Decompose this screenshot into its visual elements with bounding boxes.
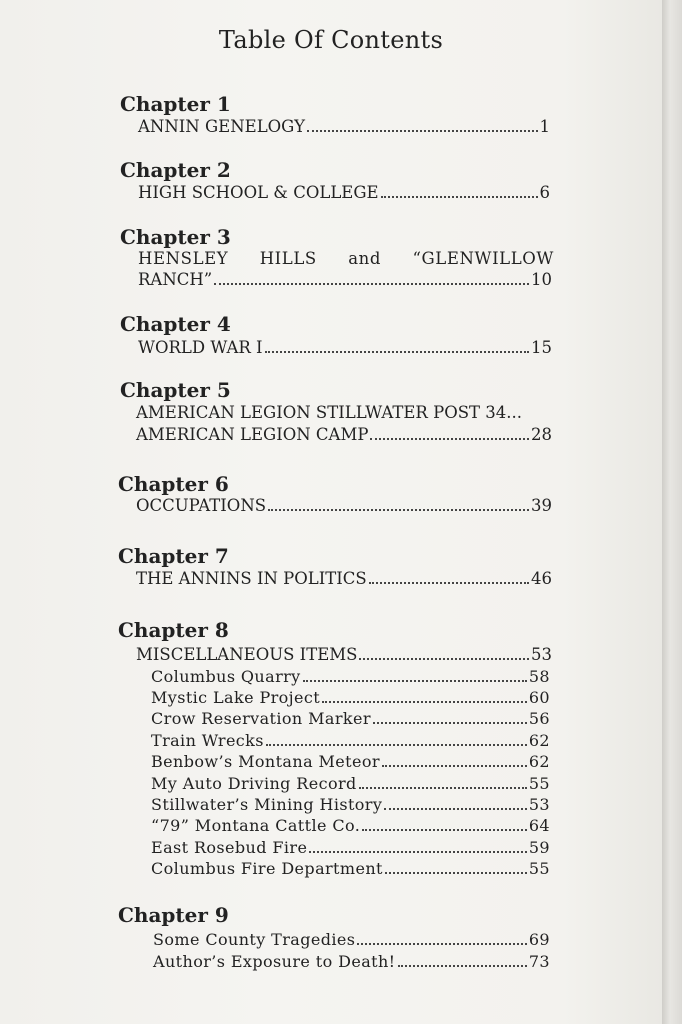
- entry-title: Author’s Exposure to Death!: [153, 952, 396, 971]
- chapter-2-heading: Chapter 2: [120, 158, 231, 182]
- chapter-9-heading: Chapter 9: [118, 903, 229, 927]
- chapter-3-heading: Chapter 3: [120, 225, 231, 249]
- toc-subentry[interactable]: [153, 930, 550, 949]
- toc-subentry[interactable]: [151, 816, 550, 835]
- entry-page: 69: [528, 930, 550, 949]
- entry-title: Mystic Lake Project: [151, 688, 321, 707]
- entry-word: HENSLEY: [138, 249, 229, 268]
- toc-subentry[interactable]: [151, 688, 550, 707]
- entry-page: 53: [528, 795, 550, 814]
- entry-title: AMERICAN LEGION CAMP: [136, 425, 369, 444]
- entry-title: OCCUPATIONS: [136, 496, 267, 515]
- entry-title: Benbow’s Montana Meteor: [151, 752, 380, 771]
- dot-leader: [384, 808, 527, 810]
- entry-title: East Rosebud Fire: [151, 838, 308, 857]
- entry-page: 15: [531, 338, 552, 357]
- entry-page: 55: [528, 774, 550, 793]
- toc-entry[interactable]: [136, 403, 556, 422]
- entry-title: Columbus Fire Department: [151, 859, 383, 878]
- toc-entry[interactable]: [138, 338, 552, 357]
- toc-subentry[interactable]: [151, 731, 550, 750]
- entry-title: ANNIN GENELOGY: [138, 117, 305, 136]
- entry-page: 10: [531, 270, 552, 289]
- dot-leader: [398, 965, 527, 967]
- toc-subentry[interactable]: [151, 774, 550, 793]
- entry-title: Columbus Quarry: [151, 667, 301, 686]
- entry-title: Stillwater’s Mining History: [151, 795, 383, 814]
- entry-title: MISCELLANEOUS ITEMS: [136, 645, 358, 664]
- toc-entry[interactable]: [136, 569, 552, 588]
- dot-leader: [214, 283, 529, 285]
- entry-page: 55: [528, 859, 550, 878]
- dot-leader: [385, 872, 527, 874]
- entry-page: 46: [531, 569, 552, 588]
- dot-leader: [268, 509, 529, 511]
- entry-page: 6: [539, 183, 550, 202]
- entry-title: My Auto Driving Record: [151, 774, 357, 793]
- entry-title: Some County Tragedies: [153, 930, 356, 949]
- toc-entry[interactable]: [136, 425, 552, 444]
- dot-leader: [322, 701, 527, 703]
- dot-leader: [369, 582, 529, 584]
- chapter-6-heading: Chapter 6: [118, 472, 229, 496]
- entry-page: 58: [528, 667, 550, 686]
- entry-page: 62: [528, 752, 550, 771]
- entry-page: 73: [528, 952, 550, 971]
- toc-entry-line: [138, 249, 554, 268]
- entry-page: 53: [531, 645, 552, 664]
- toc-entry[interactable]: [136, 496, 552, 515]
- toc-entry[interactable]: [138, 183, 550, 202]
- dot-leader: [265, 351, 529, 353]
- dot-leader: [307, 130, 538, 132]
- dot-leader: [357, 943, 526, 945]
- dot-leader: [266, 744, 527, 746]
- page-title: Table Of Contents: [218, 26, 444, 54]
- toc-subentry[interactable]: [151, 795, 550, 814]
- chapter-5-heading: Chapter 5: [120, 378, 231, 402]
- entry-page: 1: [539, 117, 550, 136]
- entry-page: 56: [528, 709, 550, 728]
- dot-leader: [359, 787, 527, 789]
- entry-title: HIGH SCHOOL & COLLEGE: [138, 183, 379, 202]
- entry-page: 64: [528, 816, 550, 835]
- toc-entry[interactable]: [138, 270, 552, 289]
- entry-title: “79” Montana Cattle Co.: [151, 816, 361, 835]
- entry-page: 59: [528, 838, 550, 857]
- page-edge: [662, 0, 682, 1024]
- chapter-4-heading: Chapter 4: [120, 312, 231, 336]
- entry-page: 39: [531, 496, 552, 515]
- toc-subentry[interactable]: [151, 838, 550, 857]
- toc-subentry[interactable]: [153, 952, 550, 971]
- entry-title: WORLD WAR I: [138, 338, 263, 357]
- toc-subentry[interactable]: [151, 667, 550, 686]
- entry-title: RANCH”: [138, 270, 213, 289]
- entry-title: THE ANNINS IN POLITICS: [136, 569, 367, 588]
- chapter-8-heading: Chapter 8: [118, 618, 229, 642]
- dot-leader: [303, 680, 527, 682]
- toc-subentry[interactable]: [151, 859, 550, 878]
- dot-leader: [370, 438, 529, 440]
- toc-subentry[interactable]: [151, 709, 550, 728]
- toc-subentry[interactable]: [151, 752, 550, 771]
- dot-leader: [309, 851, 527, 853]
- chapter-7-heading: Chapter 7: [118, 544, 229, 568]
- entry-word: HILLS: [259, 249, 317, 268]
- entry-page: 60: [528, 688, 550, 707]
- entry-word: “GLENWILLOW: [412, 249, 554, 268]
- dot-leader: [373, 722, 527, 724]
- dot-leader: [362, 829, 527, 831]
- entry-word: and: [348, 249, 382, 268]
- dot-leader: [359, 658, 529, 660]
- dot-leader: [382, 765, 527, 767]
- entry-page: 62: [528, 731, 550, 750]
- entry-title: AMERICAN LEGION STILLWATER POST 34...: [136, 403, 523, 422]
- chapter-1-heading: Chapter 1: [120, 92, 231, 116]
- dot-leader: [381, 196, 538, 198]
- entry-title: Crow Reservation Marker: [151, 709, 371, 728]
- toc-entry[interactable]: [136, 645, 552, 664]
- entry-title: Train Wrecks: [151, 731, 264, 750]
- toc-entry[interactable]: [138, 117, 550, 136]
- entry-page: 28: [531, 425, 552, 444]
